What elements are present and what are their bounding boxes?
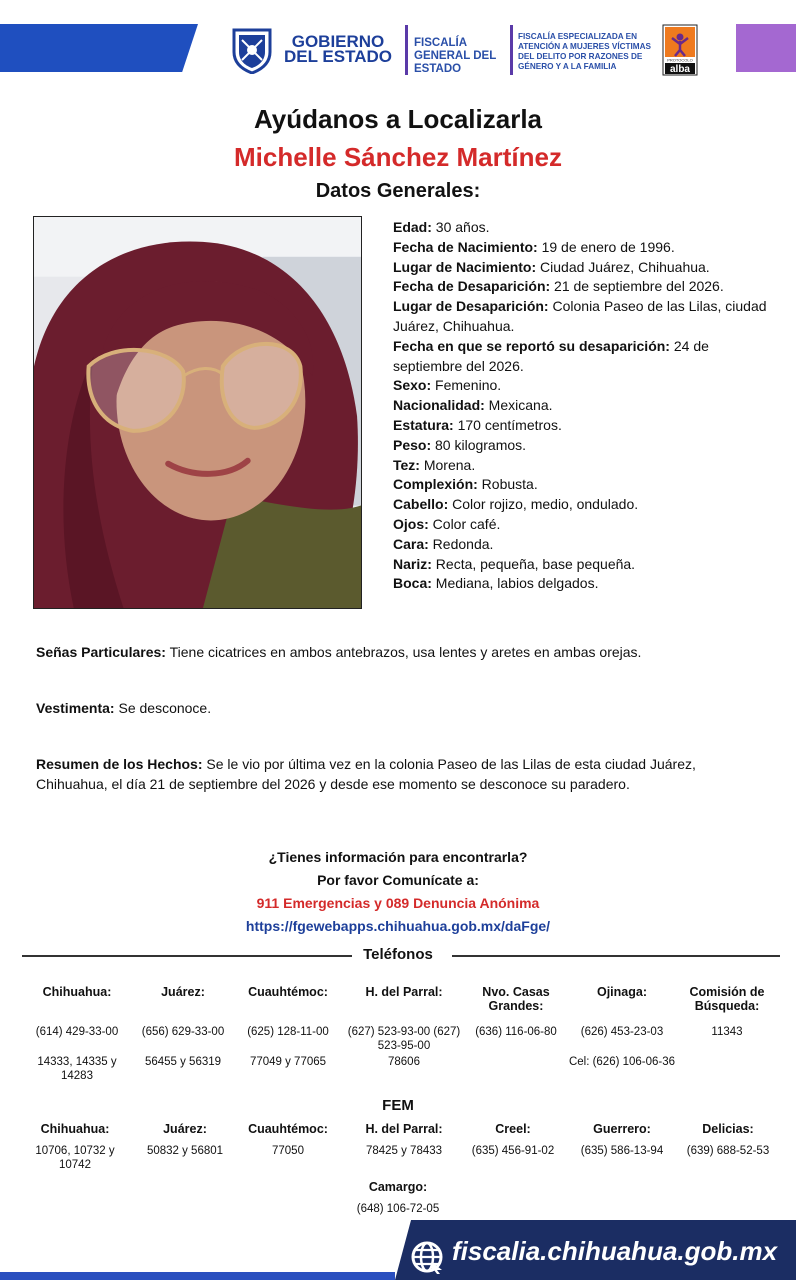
section-title: Datos Generales: <box>315 180 481 202</box>
fem-phone: 10706, 10732 y 10742 <box>35 1145 115 1171</box>
detail-row <box>393 436 778 456</box>
fem-city: H. del Parral: <box>365 1122 443 1136</box>
footer-blue-band <box>0 1272 395 1280</box>
detail-value: Color café. <box>428 515 501 532</box>
telefono-city: Nvo. Casas Grandes: <box>482 985 550 1013</box>
footer-url[interactable]: fiscalia.chihuahua.gob.mx <box>452 1236 778 1266</box>
detail-value: Morena. <box>419 456 476 473</box>
alba-small-text: PROTOCOLO <box>667 57 693 63</box>
telefono-city: Comisión de Búsqueda: <box>689 985 765 1013</box>
fem-phone: (635) 586-13-94 <box>580 1145 664 1157</box>
detail-label: Cara: <box>393 535 429 552</box>
alba-logo <box>662 24 698 76</box>
detail-value: Recta, pequeña, base pequeña. <box>431 555 636 572</box>
fem-phone: 77050 <box>272 1145 304 1157</box>
header-blue-band <box>0 24 198 72</box>
detail-value: Ciudad Juárez, Chihuahua. <box>536 258 710 275</box>
detail-row <box>393 535 778 555</box>
telefono-ext: 56455 y 56319 <box>144 1056 222 1068</box>
telefono-ext: 77049 y 77065 <box>249 1056 327 1068</box>
detail-label: Complexión: <box>393 476 478 493</box>
detail-value: 24 de septiembre del 2026. <box>393 337 709 374</box>
detail-row <box>393 297 778 337</box>
senas-particulares <box>36 642 766 662</box>
header-purple-band <box>736 24 796 72</box>
detail-row <box>393 456 778 476</box>
fem-phone: (635) 456-91-02 <box>471 1145 555 1157</box>
telefono-phone: (636) 116-06-80 <box>475 1026 557 1038</box>
detail-value: 19 de enero de 1996. <box>537 238 675 255</box>
detail-row <box>393 475 778 495</box>
vestimenta <box>36 698 766 718</box>
fem-column <box>566 1122 678 1158</box>
detail-row <box>393 574 778 594</box>
detail-row <box>393 515 778 535</box>
telefono-column <box>20 985 134 1083</box>
detail-value: 80 kilogramos. <box>431 436 527 453</box>
telefono-ext: 78606 <box>388 1056 420 1068</box>
fem-column <box>344 1122 464 1158</box>
resumen-label: Resumen de los Hechos: <box>36 756 203 772</box>
telefono-ext: 14333, 14335 y 14283 <box>37 1056 117 1082</box>
senas-label: Señas Particulares: <box>36 644 166 660</box>
person-photo <box>33 216 362 609</box>
detail-row <box>393 495 778 515</box>
telefono-city: Juárez: <box>161 985 205 999</box>
fem-city: Juárez: <box>163 1122 207 1136</box>
telefono-column <box>672 985 782 1055</box>
fem-column <box>458 1122 568 1158</box>
header-divider <box>405 25 408 75</box>
telefono-column <box>460 985 572 1055</box>
senas-value: Tiene cicatrices en ambos antebrazos, usa lentes y aretes en ambas orejas. <box>165 644 642 660</box>
telefono-column <box>126 985 240 1069</box>
fem-city: Guerrero: <box>593 1122 651 1136</box>
fem-column <box>130 1122 240 1158</box>
state-shield-icon <box>230 26 274 74</box>
detail-row <box>393 218 778 238</box>
fem-city: Cuauhtémoc: <box>248 1122 328 1136</box>
detail-label: Fecha en que se reportó su desaparición: <box>393 337 670 354</box>
detail-label: Cabello: <box>393 496 449 513</box>
telefono-phone: (625) 128-11-00 <box>247 1026 329 1038</box>
detail-row <box>393 258 778 278</box>
camargo-phone: (648) 106-72-05 <box>356 1203 440 1215</box>
telefono-city: H. del Parral: <box>365 985 443 999</box>
detail-label: Fecha de Desaparición: <box>393 278 551 295</box>
telefonos-title: Teléfonos <box>363 946 433 963</box>
fem-column <box>232 1122 344 1158</box>
detail-row <box>393 416 778 436</box>
fem-phone: 78425 y 78433 <box>365 1145 443 1157</box>
fem-title: FEM <box>382 1097 414 1114</box>
telefono-phone: (656) 629-33-00 <box>141 1026 225 1038</box>
detail-row <box>393 337 778 377</box>
detail-row <box>393 277 778 297</box>
detail-label: Lugar de Nacimiento: <box>393 258 537 275</box>
detail-value: Robusta. <box>477 476 538 493</box>
camargo-column <box>340 1180 456 1216</box>
alba-text: alba <box>669 64 691 75</box>
fem-column <box>672 1122 784 1158</box>
telefono-ext: Cel: (626) 106-06-36 <box>568 1056 676 1068</box>
contact-call: Por favor Comunícate a: <box>317 872 479 888</box>
detail-label: Lugar de Desaparición: <box>393 298 549 315</box>
detail-value: Color rojizo, medio, ondulado. <box>448 496 639 513</box>
divider-line <box>452 955 780 957</box>
globe-icon <box>410 1240 444 1274</box>
telefono-city: Chihuahua: <box>42 985 112 999</box>
contact-question: ¿Tienes información para encontrarla? <box>268 849 528 865</box>
fiscalia-label: FISCALÍA GENERAL DEL ESTADO <box>414 37 497 75</box>
fem-city: Creel: <box>495 1122 531 1136</box>
detail-label: Peso: <box>393 436 432 453</box>
detail-label: Ojos: <box>393 515 429 532</box>
detail-label: Fecha de Nacimiento: <box>393 238 538 255</box>
detail-value: Redonda. <box>428 535 494 552</box>
detail-value: 170 centímetros. <box>453 416 562 433</box>
detail-row <box>393 376 778 396</box>
detail-label: Nariz: <box>393 555 432 572</box>
detail-label: Boca: <box>393 575 432 592</box>
detail-label: Estatura: <box>393 416 454 433</box>
detail-label: Tez: <box>393 456 420 473</box>
detail-label: Nacionalidad: <box>393 397 485 414</box>
fem-phone: 50832 y 56801 <box>146 1145 224 1157</box>
fem-city: Chihuahua: <box>40 1122 110 1136</box>
gobierno-label: GOBIERNO DEL ESTADO <box>284 32 392 66</box>
telefono-phone: 11343 <box>711 1026 743 1038</box>
detail-row <box>393 555 778 575</box>
fem-column <box>18 1122 132 1172</box>
vestimenta-label: Vestimenta: <box>36 700 115 716</box>
page-title: Ayúdanos a Localizarla <box>253 104 543 134</box>
telefono-city: Cuauhtémoc: <box>248 985 328 999</box>
general-details <box>393 218 778 594</box>
fem-label: FISCALÍA ESPECIALIZADA EN ATENCIÓN A MUJERES VÍCTIMAS DEL DELITO POR RAZONES DE GÉNERO Y A LA FAMILIA <box>518 32 651 71</box>
telefono-phone: (627) 523-93-00 (627) 523-95-00 <box>347 1026 461 1052</box>
detail-row <box>393 396 778 416</box>
detail-value: Mediana, labios delgados. <box>431 575 599 592</box>
telefono-phone: (614) 429-33-00 <box>35 1026 119 1038</box>
fem-city: Delicias: <box>702 1122 754 1136</box>
detail-value: 30 años. <box>431 219 490 235</box>
vestimenta-value: Se desconoce. <box>114 700 212 716</box>
fem-phone: (639) 688-52-53 <box>686 1145 770 1157</box>
telefono-column <box>566 985 678 1069</box>
telefono-phone: (626) 453-23-03 <box>580 1026 664 1038</box>
person-name: Michelle Sánchez Martínez <box>234 142 562 172</box>
detail-label: Sexo: <box>393 377 432 394</box>
emergency-numbers: 911 Emergencias y 089 Denuncia Anónima <box>256 895 540 911</box>
detail-row <box>393 238 778 258</box>
telefono-city: Ojinaga: <box>596 985 647 999</box>
detail-label: Edad: <box>393 219 432 235</box>
camargo-city: Camargo: <box>368 1180 428 1194</box>
report-link[interactable]: https://fgewebapps.chihuahua.gob.mx/daFge/ <box>245 918 551 934</box>
telefono-column <box>232 985 344 1069</box>
resumen-hechos <box>36 754 766 794</box>
telefono-column <box>344 985 464 1069</box>
detail-value: Femenino. <box>431 377 502 394</box>
header-divider <box>510 25 513 75</box>
detail-value: Colonia Paseo de las Lilas, ciudad Juárez, Chihuahua. <box>393 298 767 334</box>
detail-value: Mexicana. <box>484 397 553 414</box>
detail-value: 21 de septiembre del 2026. <box>550 278 724 295</box>
resumen-value: Se le vio por última vez en la colonia Paseo de las Lilas de esta ciudad Juárez, Chihuahua, el día 21 de septiembre del 2026 y desde ese momento se desconoce su paradero. <box>36 756 696 792</box>
